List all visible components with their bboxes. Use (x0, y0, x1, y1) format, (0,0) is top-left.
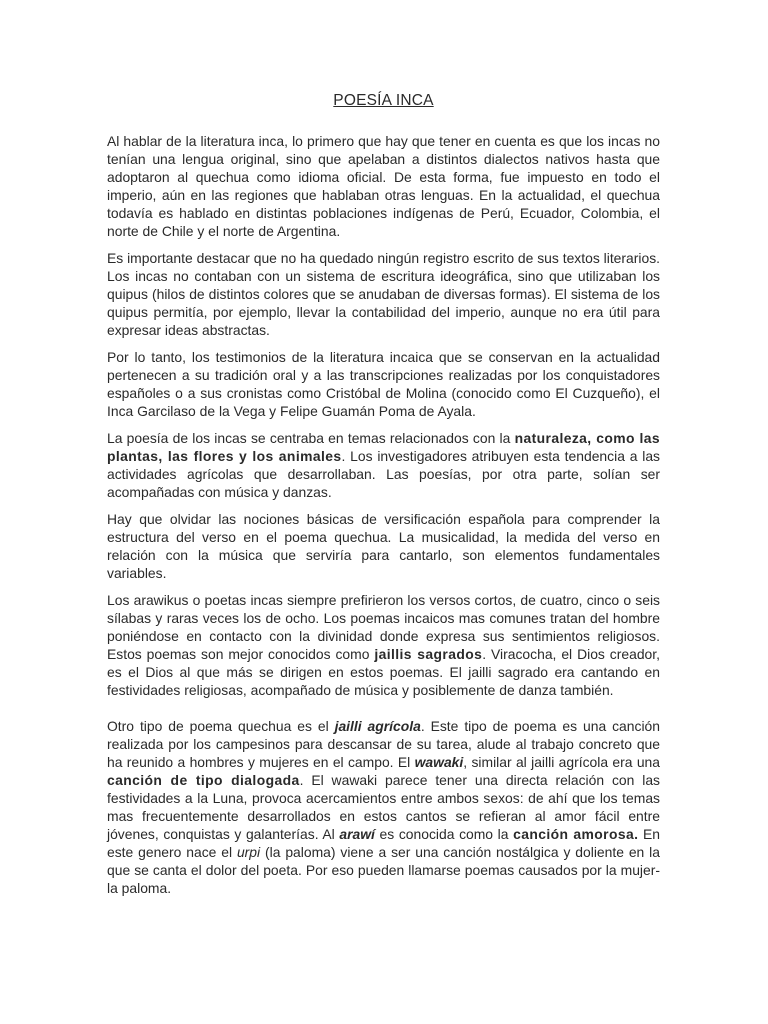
paragraph-7-text-1: Otro tipo de poema quechua es el (107, 718, 335, 734)
paragraph-7-text-5: es conocida como la (374, 826, 514, 842)
page-title: POESÍA INCA (333, 92, 434, 109)
paragraph-2: Es importante destacar que no ha quedado ningún registro escrito de sus textos literarios. Los incas no contaban con un sistema de escritura ideográfica, sino que utilizaban los quipus (hilos de distintos colores que se anudaban de diversas formas). El sistema de los quipus permitía, por ejemplo, llevar la contabilidad del imperio, aunque no era útil para expresar ideas abstractas. (107, 250, 660, 338)
paragraph-6-text-1: Los arawikus o poetas incas siempre prefirieron los versos cortos, de cuatro, cinco o seis sílabas y raras veces los de ocho. Los poemas incaicos mas comunes tratan del hombre poniéndose en contacto con la divinidad donde expresa sus sentimientos religiosos. Estos poemas son mejor conocidos como (107, 592, 660, 662)
paragraph-1: Al hablar de la literatura inca, lo primero que hay que tener en cuenta es que los incas no tenían una lengua original, sino que apelaban a distintos dialectos nativos hasta que adoptaron al quechua como idioma oficial. De esta forma, fue impuesto en todo el imperio, aún en las regiones que hablaban otras lenguas. En la actualidad, el quechua todavía es hablado en distintas poblaciones indígenas de Perú, Ecuador, Colombia, el norte de Chile y el norte de Argentina. (107, 133, 660, 239)
paragraph-7-text-7: (la paloma) viene a ser una canción nostálgica y doliente en la que se canta el dolor del poeta. Por eso pueden llamarse poemas causados por la mujer-la paloma. (107, 844, 660, 896)
paragraph-4-bold-1: naturaleza, como las plantas, las flores y los animales (107, 430, 660, 464)
paragraph-4 (107, 429, 660, 501)
paragraph-4-text-2: . Los investigadores atribuyen esta tendencia a las actividades agrícolas que desarrollaban. Las poesías, por otra parte, solían ser acompañadas con música y danzas. (107, 448, 660, 500)
paragraph-7 (107, 717, 660, 897)
paragraph-7-bold-2: canción amorosa. (513, 826, 639, 842)
paragraph-7-bold-1: canción de tipo dialogada (107, 772, 300, 788)
paragraph-7-bolditalic-1: jailli agrícola (334, 718, 421, 734)
paragraph-7-italic-1: urpi (236, 844, 261, 860)
paragraph-7-text-2: . Este tipo de poema es una canción realizada por los campesinos para descansar de su tarea, alude al trabajo concreto que ha reunido a hombres y mujeres en el campo. El (107, 718, 660, 770)
paragraph-7-bolditalic-2: wawaki (414, 754, 464, 770)
paragraph-6-bold-1: jaillis sagrados (374, 646, 483, 662)
paragraph-6 (107, 591, 660, 699)
paragraph-7-text-4: . El wawaki parece tener una directa relación con las festividades a la Luna, provoca acercamientos entre ambos sexos: de ahí que los temas mas frecuentemente desarrollados en estos cantos se refieran al amor fácil entre jóvenes, conquistas y galanterías. Al (107, 772, 660, 842)
paragraph-4-text-1: La poesía de los incas se centraba en temas relacionados con la (107, 430, 515, 446)
paragraph-7-text-3: , similar al jailli agrícola era una (463, 754, 661, 770)
paragraph-6-text-2: . Viracocha, el Dios creador, es el Dios al que más se dirigen en estos poemas. El jailli sagrado era cantando en festividades religiosas, acompañado de música y posiblemente de danza también. (107, 646, 660, 698)
paragraph-5: Hay que olvidar las nociones básicas de versificación española para comprender la estructura del verso en el poema quechua. La musicalidad, la medida del verso en relación con la música que serviría para cantarlo, son elementos fundamentales variables. (107, 511, 660, 581)
paragraph-3: Por lo tanto, los testimonios de la literatura incaica que se conservan en la actualidad pertenecen a su tradición oral y a las transcripciones realizadas por los conquistadores españoles o a sus cronistas como Cristóbal de Molina (conocido como El Cuzqueño), el Inca Garcilaso de la Vega y Felipe Guamán Poma de Ayala. (107, 349, 660, 419)
paragraph-7-text-6: En este genero nace el (107, 826, 660, 860)
paragraph-7-bolditalic-3: arawí (339, 826, 375, 842)
